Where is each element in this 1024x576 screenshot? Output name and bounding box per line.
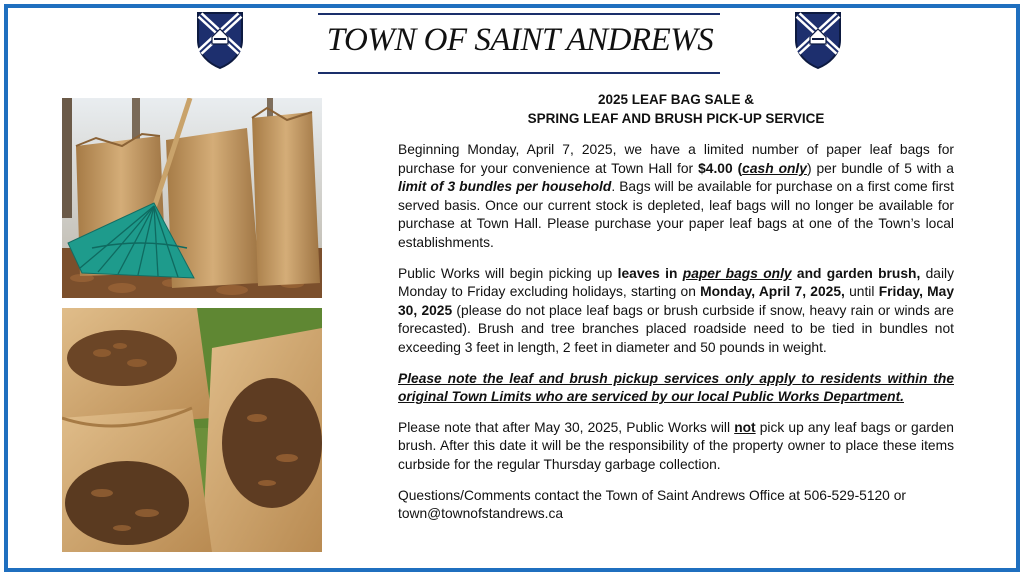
title-rule-top <box>318 13 720 15</box>
paragraph-after-date: Please note that after May 30, 2025, Public Works will not pick up any leaf bags or garden brush. After this date it will be the responsibility of the property owner to place these items curbside for the regular Thursday garbage collection. <box>398 419 954 472</box>
notice-body <box>398 141 954 536</box>
filled-paper-leaf-bags-photo <box>62 308 322 552</box>
rake-and-leaf-bags-photo <box>62 98 322 298</box>
paragraph-service-limits: Please note the leaf and brush pickup services only apply to residents within the original Town Limits who are serviced by our local Public Works Department. <box>398 370 954 405</box>
notice-heading <box>398 90 954 128</box>
heading-line-1: 2025 LEAF BAG SALE & <box>597 92 755 107</box>
town-crest-icon <box>792 10 844 70</box>
paragraph-pickup-service: Public Works will begin picking up leaves in paper bags only and garden brush, daily Monday to Friday excluding holidays, starting on Monday, April 7, 2025, until Friday, May 30, 2025 (please do not place leaf bags or brush curbside if snow, heavy rain or winds are forecasted). Brush and tree branches placed roadside need to be tied in bundles not exceeding 3 feet in length, 2 feet in diameter and 50 pounds in weight. <box>398 265 955 355</box>
town-crest-icon <box>194 10 246 70</box>
heading-line-2: SPRING LEAF AND BRUSH PICK-UP SERVICE <box>527 111 825 126</box>
paragraph-contact: Questions/Comments contact the Town of Saint Andrews Office at 506-529-5120 or town@townofstandrews.ca <box>398 487 906 522</box>
title-rule-bottom <box>318 72 720 74</box>
page-title: TOWN OF SAINT ANDREWS <box>326 22 714 58</box>
paragraph-leaf-bag-sale: Beginning Monday, April 7, 2025, we have a limited number of paper leaf bags for purchase for your convenience at Town Hall for $4.00 (cash only) per bundle of 5 with a limit of 3 bundles per household. Bags will be available for purchase on a first come first served basis. Once our current stock is depleted, leaf bags will no longer be available for purchase at Town Hall. Please purchase your paper leaf bags at one of the Town’s local establishments. <box>398 142 954 250</box>
